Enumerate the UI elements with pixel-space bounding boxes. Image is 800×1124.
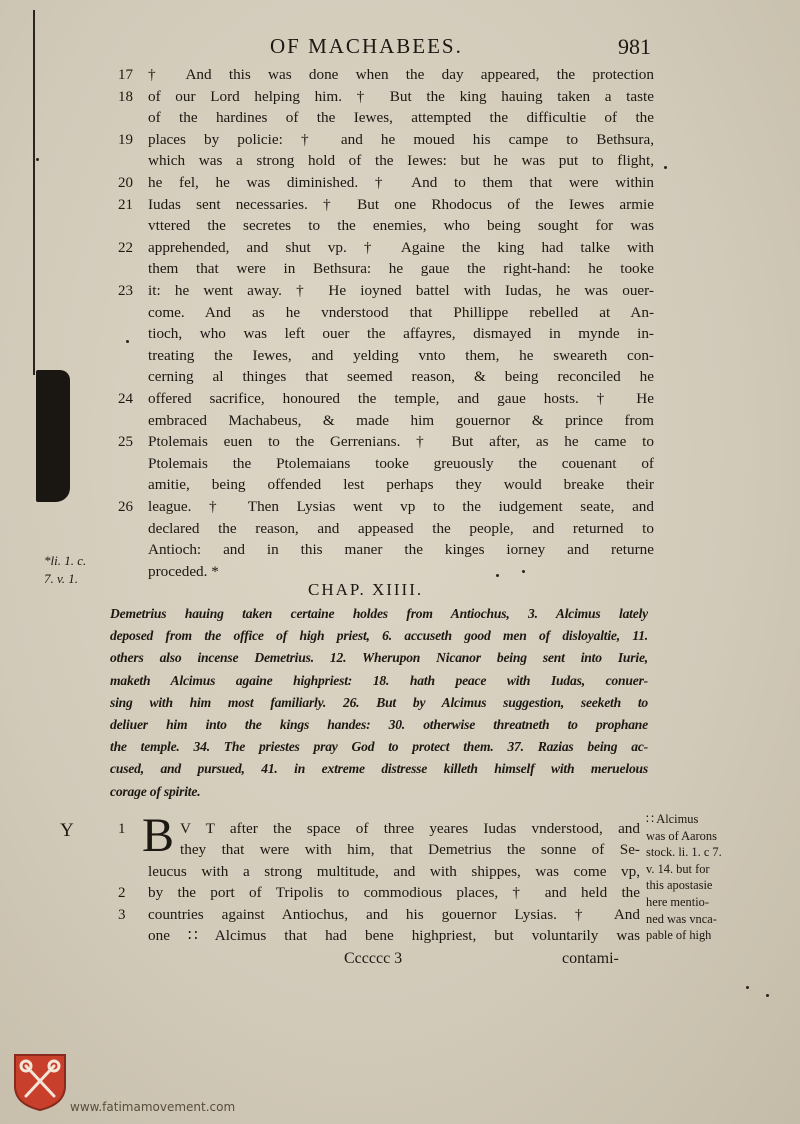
text-line: † And this was done when the day appeared, the protection [148,66,654,83]
text-line: vttered the secretes to the enemies, who being sought for was [148,217,654,235]
side-note-line: this apostasie [646,878,713,893]
speck [664,166,667,169]
text-line: amitie, being offended lest perhaps they would breake their [148,476,654,494]
text-line: places by policie: † and he moued his campe to Bethsura, [148,130,654,148]
margin-reference: *li. 1. c. [44,553,87,568]
verse-number: 18 [118,88,133,105]
side-note-line: pable of high [646,928,712,943]
text-line: apprehended, and shut vp. † Againe the king had talke with [148,238,654,256]
papal-keys-shield-icon [12,1052,68,1112]
text-line: they that were with him, that Demetrius the sonne of Se- [180,841,640,859]
speck [766,994,769,997]
verse-number: 22 [118,239,133,256]
text-line: Antioch: and in this maner the kinges iorney and returne [148,541,654,559]
text-line: tioch, who was left ouer the affayres, dismayed in mynde in- [148,325,654,343]
margin-reference: 7. v. 1. [44,571,79,586]
side-note-line: here mentio- [646,895,709,909]
side-note-line: ned was vnca- [646,911,717,926]
text-line: league. † Then Lysias went vp to the iudgement seate, and [148,498,654,515]
text-line: offered sacrifice, honoured the temple, and gaue hosts. † He [148,390,654,407]
text-line: proceded. * [148,562,219,580]
side-note-line: stock. li. 1. c 7. [646,845,722,860]
watermark-url[interactable]: www.fatimamovement.com [70,1100,236,1114]
text-line: which was a strong hold of the Iewes: but he was put to flight, [148,152,654,170]
verse-number: 21 [118,196,133,213]
text-line: Iudas sent necessaries. † But one Rhodocus of the Iewes armie [148,195,654,213]
text-line: of the hardines of the Iewes, attempted the difficultie of the [148,109,654,127]
text-line: them that were in Bethsura: he gaue the right-hand: he tooke [148,260,654,278]
summary-line: maketh Alcimus againe highpriest: 18. hath peace with Iudas, conuer- [110,672,648,688]
verse-number: 2 [118,885,126,902]
text-line: one ∷ Alcimus that had bene highpriest, but voluntarily was [148,927,640,944]
verse-number: 19 [118,131,133,148]
signature-mark: Cccccc 3 [344,950,403,967]
verse-number: 20 [118,175,133,191]
text-line: countries against Antiochus, and his gouernor Lysias. † And [148,905,640,923]
text-line: leucus with a strong multitude, and with shippes, was come vp, [148,862,640,880]
verse-number: 24 [118,391,133,407]
summary-line: corage of spirite. [110,783,201,799]
catchword: contami- [562,950,619,967]
text-line: of our Lord helping him. † But the king hauing taken a taste [148,87,654,105]
text-line: declared the reason, and appeased the people, and returned to [148,519,654,537]
text-line: it: he went away. † He ioyned battel with Iudas, he was ouer- [148,282,654,299]
verse-number: 25 [118,434,133,451]
text-line: come. And as he vnderstood that Phillippe rebelled at An- [148,303,654,321]
speck [36,158,39,161]
verse-number: 23 [118,283,133,299]
speck [746,986,749,989]
summary-line: deposed from the office of high priest, 6. accuseth good men of disloyaltie, 11. [110,628,648,644]
side-note-line: v. 14. but for [646,861,710,876]
summary-line: the temple. 34. The priestes pray God to protect them. 37. Razias being ac- [110,739,648,755]
gutter-rule [33,10,35,375]
speck [496,574,499,577]
summary-line: cused, and pursued, 41. in extreme distresse killeth himself with meruelous [110,761,648,777]
text-line: V T after the space of three yeares Iudas vnderstood, and [180,820,640,837]
chapter-heading: CHAP. XIIII. [308,580,424,599]
text-line: treating the Iewes, and yelding vnto them, he sweareth con- [148,346,654,364]
summary-line: sing with him most familiarly. 26. But by Alcimus suggestion, seeketh to [110,694,648,710]
side-note-line: ∷ Alcimus [646,812,699,826]
page-damage-mark [36,370,70,502]
verse-number: 17 [118,67,133,83]
speck [126,340,129,343]
side-note-line: was of Aarons [646,828,717,843]
section-mark: Y [60,820,74,841]
verse-number: 3 [118,906,126,923]
summary-line: others also incense Demetrius. 12. Wherupon Nicanor being sent into Iurie, [110,650,648,666]
page-number: 981 [618,34,651,59]
text-line: Ptolemais the Ptolemaians tooke greuously the couenant of [148,454,654,472]
text-line: he fel, he was diminished. † And to them that were within [148,174,654,191]
summary-line: deliuer him into the kings handes: 30. otherwise threatneth to prophane [110,717,648,732]
text-line: Ptolemais euen to the Gerrenians. † But after, as he came to [148,433,654,451]
text-line: by the port of Tripolis to commodious places, † and held the [148,884,640,902]
text-line: embraced Machabeus, & made him gouernor & prince from [148,411,654,429]
text-line: cerning al thinges that seemed reason, & being reconciled he [148,368,654,386]
verse-number: 26 [118,499,133,515]
verse-number: 1 [118,821,126,837]
speck [522,570,525,573]
drop-cap: B [142,809,175,862]
running-head: OF MACHABEES. [270,34,463,58]
summary-line: Demetrius hauing taken certaine holdes from Antiochus, 3. Alcimus lately [110,606,648,621]
